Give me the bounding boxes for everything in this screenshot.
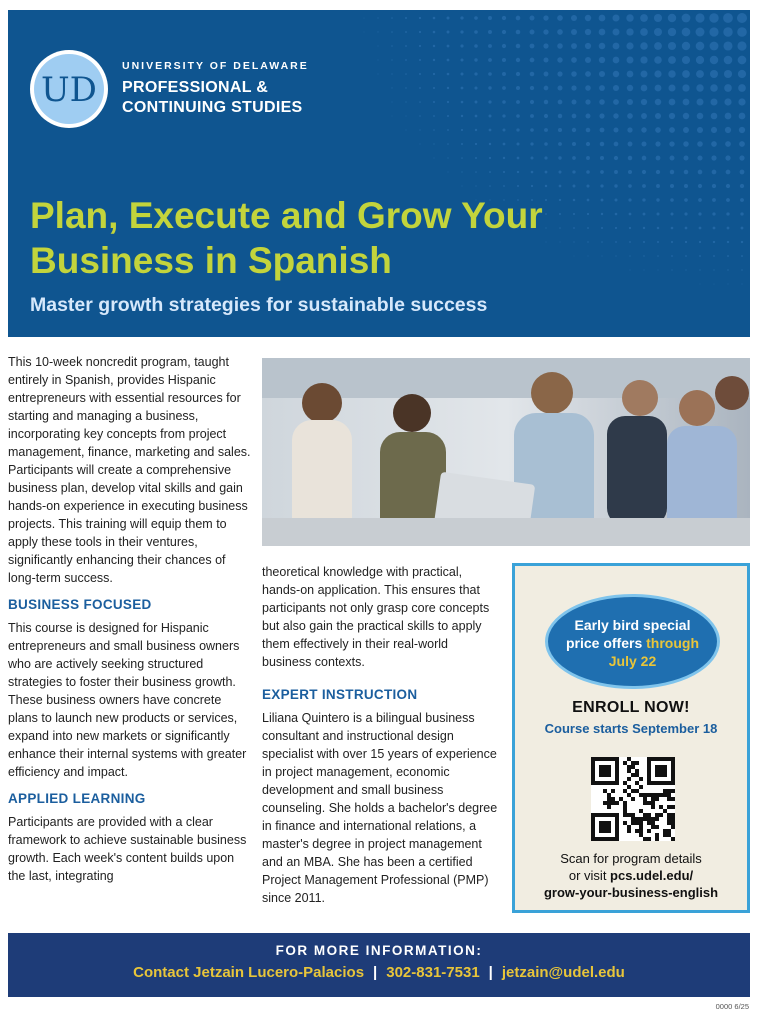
title-line-1: Plan, Execute and Grow Your xyxy=(30,195,543,236)
early-bird-line-1: Early bird special xyxy=(574,617,691,633)
team-photo xyxy=(262,358,750,546)
footer-contact-line: Contact Jetzain Lucero-Palacios | 302-831-7531 | jetzain@udel.edu xyxy=(133,964,625,981)
scan-line-2 xyxy=(515,867,747,884)
applied-learning-continued: theoretical knowledge with practical, hands-on application. This ensures that participants not only grasp core concepts but also gain the practical skills to apply them effectively in their real-world business contexts. xyxy=(262,565,490,669)
title-line-2: Business in Spanish xyxy=(30,240,392,281)
contact-name: Contact Jetzain Lucero-Palacios xyxy=(133,964,365,981)
early-bird-line-2a: price offers xyxy=(565,635,647,651)
org-dept-line1: PROFESSIONAL & xyxy=(122,79,269,96)
page-title xyxy=(30,193,630,283)
org-dept-line2: CONTINUING STUDIES xyxy=(122,99,303,116)
contact-phone[interactable]: 302-831-7531 xyxy=(386,964,480,981)
ud-logo-icon xyxy=(30,50,108,128)
scan-line-2a: or visit xyxy=(568,868,611,883)
intro-paragraph: This 10-week noncredit program, taught entirely in Spanish, provides Hispanic entrepreneurs with essential resources for starting and managing a business, incorporating key concepts from project management, finance, marketing and sales. Participants will create a comprehensive business plan, develop vital skills and gain hands-on experience in executing business projects. This training will equip them to apply these tools in their ventures, significantly enhancing their chances of long-term success. xyxy=(8,355,251,585)
enroll-box xyxy=(512,563,750,913)
scan-instructions xyxy=(515,850,747,901)
svg-text:UD: UD xyxy=(41,70,97,110)
course-start-date: Course starts September 18 xyxy=(544,721,718,736)
page-subtitle: Master growth strategies for sustainable success xyxy=(30,294,488,316)
org-logo-row xyxy=(30,50,309,128)
qr-code-icon[interactable] xyxy=(591,757,675,841)
left-column xyxy=(8,353,253,885)
enroll-now-label: ENROLL NOW! xyxy=(572,699,690,716)
expert-instruction-heading: EXPERT INSTRUCTION xyxy=(262,687,418,702)
contact-email[interactable]: jetzain@udel.edu xyxy=(501,964,625,981)
document-code: 0000 6/25 xyxy=(715,1002,749,1011)
early-bird-badge xyxy=(545,594,720,689)
applied-learning-text: Participants are provided with a clear framework to achieve sustainable business growth. Each week's content builds upon the last, integrating xyxy=(8,815,247,883)
org-university: UNIVERSITY OF DELAWARE xyxy=(122,60,309,72)
business-focused-heading: BUSINESS FOCUSED xyxy=(8,597,152,612)
footer-heading: FOR MORE INFORMATION: xyxy=(275,943,483,958)
early-bird-line-2b: through xyxy=(646,635,699,651)
early-bird-date: July 22 xyxy=(608,653,657,669)
program-url-part2[interactable]: grow-your-business-english xyxy=(543,885,719,900)
applied-learning-heading: APPLIED LEARNING xyxy=(8,791,146,806)
business-focused-text: This course is designed for Hispanic entrepreneurs and small business owners who are actively seeking structured strategies to foster their business growth. These business owners have concrete plans to launch new products or services, expand into new markets or significantly enhance their internal systems with greater efficiency and impact. xyxy=(8,621,247,779)
scan-line-1: Scan for program details xyxy=(560,851,702,866)
middle-column xyxy=(262,563,498,907)
early-bird-line-2 xyxy=(548,634,717,652)
footer-banner xyxy=(8,933,750,997)
header-banner xyxy=(8,10,750,337)
expert-instruction-text: Liliana Quintero is a bilingual business consultant and instructional design specialist with over 15 years of experience in project management, economic development and small business counseling. She holds a bachelor's degree in finance and international relations, a master's degree in project management and an MBA. She has been a certified Project Management Professional (PMP) since 2011. xyxy=(262,711,498,905)
program-url-part1[interactable]: pcs.udel.edu/ xyxy=(610,868,694,883)
